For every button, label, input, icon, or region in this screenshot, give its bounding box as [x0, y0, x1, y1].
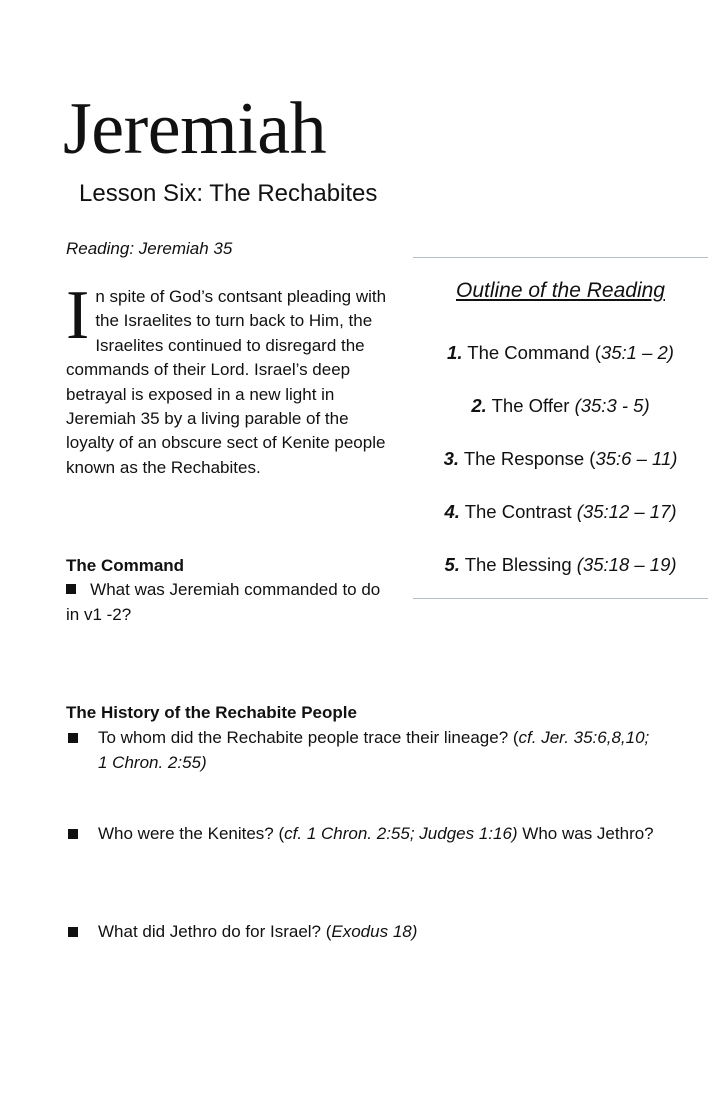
outline-item: [413, 554, 708, 576]
question-reference: Exodus 18): [331, 922, 418, 941]
outline-item-number: 3.: [443, 448, 460, 469]
reading-reference: Reading: Jeremiah 35: [66, 239, 233, 258]
history-question: [66, 920, 656, 945]
question-reference: cf. 1 Chron. 2:55; Judges 1:16): [284, 824, 518, 843]
question-text-after: Who was Jethro?: [517, 824, 654, 843]
outline-item-label: The Command (: [467, 342, 601, 363]
question-text: What was Jeremiah commanded to do in v1 -2?: [66, 580, 381, 624]
intro-text: n spite of God’s contsant pleading with the Israelites to turn back to Him, the Israelites continued to disregard the commands of their Lord. Israel’s deep betrayal is exposed in a new light in Jeremiah 35 by a living parable of the loyalty of an obscure sect of Kenite people known as the Rechabites.: [66, 287, 387, 477]
outline-item-label: The Blessing: [464, 554, 577, 575]
square-bullet-icon: [68, 927, 78, 937]
outline-item: [413, 395, 708, 417]
outline-item-ref: (35:3 - 5): [574, 395, 650, 416]
outline-item: [413, 448, 708, 470]
outline-box: [413, 257, 708, 599]
page-title: Jeremiah: [63, 88, 327, 170]
question-text: Who were the Kenites? (: [98, 824, 285, 843]
outline-item-label: The Response (: [463, 448, 596, 469]
outline-item-label: The Offer: [491, 395, 575, 416]
history-question: [66, 822, 656, 847]
outline-item-ref: (35:12 – 17): [576, 501, 677, 522]
square-bullet-icon: [68, 733, 78, 743]
outline-item: [413, 342, 708, 364]
outline-item-label: The Contrast: [464, 501, 577, 522]
outline-item-ref: 35:6 – 11): [595, 448, 678, 469]
intro-paragraph: [66, 277, 388, 480]
section-heading-command: The Command: [66, 556, 185, 575]
question-text: What did Jethro do for Israel? (: [98, 922, 332, 941]
outline-item: [413, 501, 708, 523]
lesson-subtitle: Lesson Six: The Rechabites: [79, 180, 378, 207]
outline-item-number: 1.: [447, 342, 463, 363]
history-question: [66, 726, 656, 775]
outline-item-number: 4.: [444, 501, 460, 522]
outline-item-number: 5.: [444, 554, 460, 575]
outline-item-number: 2.: [471, 395, 487, 416]
section-heading-history: The History of the Rechabite People: [66, 703, 357, 722]
outline-item-ref: 35:1 – 2): [600, 342, 674, 363]
drop-cap: I: [66, 277, 90, 354]
command-question: [66, 578, 396, 627]
square-bullet-icon: [68, 829, 78, 839]
outline-title: Outline of the Reading: [456, 279, 665, 302]
square-bullet-icon: [66, 584, 76, 594]
question-text: To whom did the Rechabite people trace their lineage? (: [98, 728, 519, 747]
question-reference: cf. Jer. 35:6,8,10; 1 Chron. 2:55): [98, 728, 650, 772]
outline-item-ref: (35:18 – 19): [576, 554, 677, 575]
